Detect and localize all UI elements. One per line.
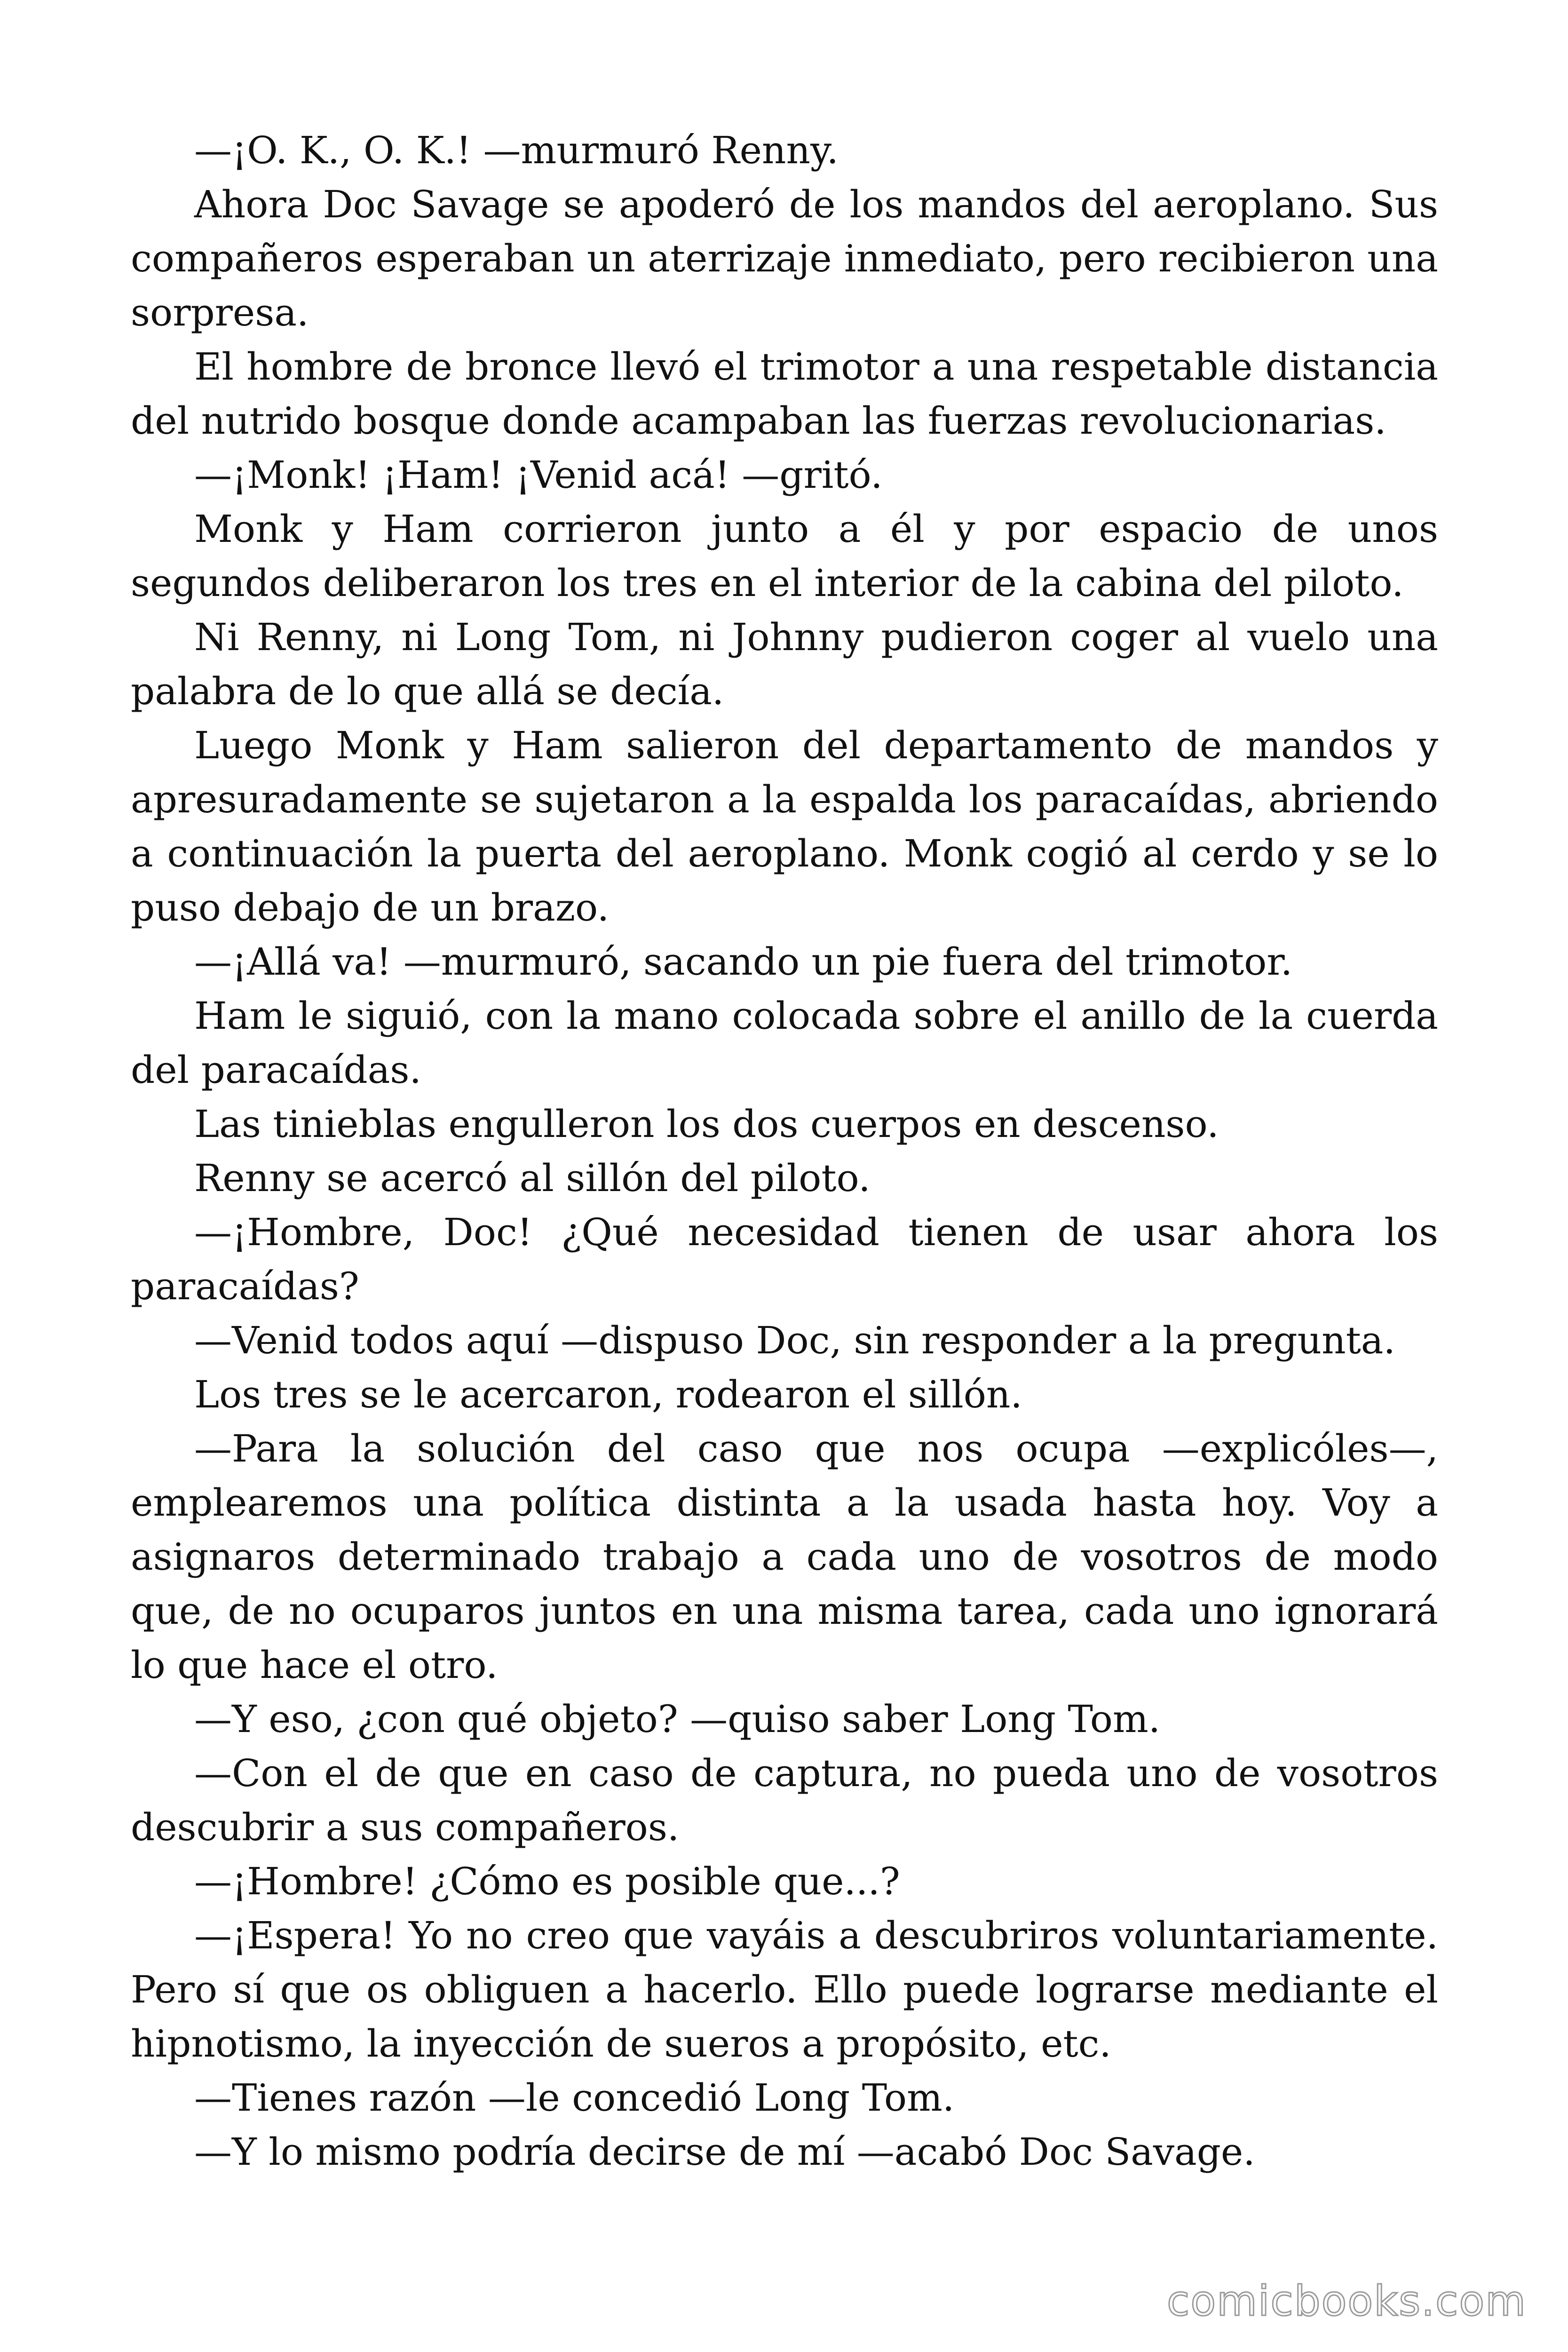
paragraph: Los tres se le acercaron, rodearon el sillón. bbox=[194, 1373, 1022, 1416]
paragraph: —Y eso, ¿con qué objeto? —quiso saber Long Tom. bbox=[194, 1697, 1161, 1741]
paragraph: Las tinieblas engulleron los dos cuerpos en descenso. bbox=[194, 1102, 1219, 1146]
paragraph: Renny se acercó al sillón del piloto. bbox=[194, 1156, 871, 1200]
paragraph: Monk y Ham corrieron junto a él y por espacio de unos segundos deliberaron los tres en el interior de la cabina del piloto. bbox=[131, 507, 1438, 605]
paragraph: —¡Allá va! —murmuró, sacando un pie fuera del trimotor. bbox=[194, 940, 1293, 984]
paragraph: —¡Espera! Yo no creo que vayáis a descubriros voluntariamente. Pero sí que os obliguen a hacerlo. Ello puede lograrse mediante el hipnotismo, la inyección de sueros a propósito, etc. bbox=[131, 1914, 1438, 2066]
paragraph: —Venid todos aquí —dispuso Doc, sin responder a la pregunta. bbox=[194, 1319, 1395, 1362]
paragraph: Ahora Doc Savage se apoderó de los mandos del aeroplano. Sus compañeros esperaban un aterrizaje inmediato, pero recibieron una sorpresa. bbox=[131, 183, 1438, 334]
paragraph: —Con el de que en caso de captura, no pueda uno de vosotros descubrir a sus compañeros. bbox=[131, 1751, 1438, 1849]
paragraph: Ni Renny, ni Long Tom, ni Johnny pudieron coger al vuelo una palabra de lo que allá se decía. bbox=[131, 615, 1438, 713]
paragraph: —Tienes razón —le concedió Long Tom. bbox=[194, 2076, 955, 2120]
paragraph: —¡O. K., O. K.! —murmuró Renny. bbox=[194, 128, 839, 172]
paragraph: Luego Monk y Ham salieron del departamento de mandos y apresuradamente se sujetaron a la espalda los paracaídas, abriendo a continuación la puerta del aeroplano. Monk cogió al cerdo y se lo puso debajo de un brazo. bbox=[131, 723, 1438, 930]
paragraph: Ham le siguió, con la mano colocada sobre el anillo de la cuerda del paracaídas. bbox=[131, 994, 1438, 1092]
page-body-text bbox=[131, 123, 1438, 2179]
paragraph: El hombre de bronce llevó el trimotor a una respetable distancia del nutrido bosque donde acampaban las fuerzas revolucionarias. bbox=[131, 345, 1438, 443]
paragraph: —¡Hombre, Doc! ¿Qué necesidad tienen de usar ahora los paracaídas? bbox=[131, 1210, 1438, 1308]
paragraph: —¡Monk! ¡Ham! ¡Venid acá! —gritó. bbox=[194, 453, 883, 497]
watermark: comicbooks.com bbox=[1166, 2277, 1527, 2325]
paragraph: —¡Hombre! ¿Cómo es posible que...? bbox=[194, 1859, 900, 1903]
paragraph: —Para la solución del caso que nos ocupa —explicóles—, emplearemos una política distinta a la usada hasta hoy. Voy a asignaros determinado trabajo a cada uno de vosotros de modo que, de no ocuparos juntos en una misma tarea, cada uno ignorará lo que hace el otro. bbox=[131, 1427, 1438, 1687]
paragraph: —Y lo mismo podría decirse de mí —acabó Doc Savage. bbox=[194, 2130, 1255, 2174]
